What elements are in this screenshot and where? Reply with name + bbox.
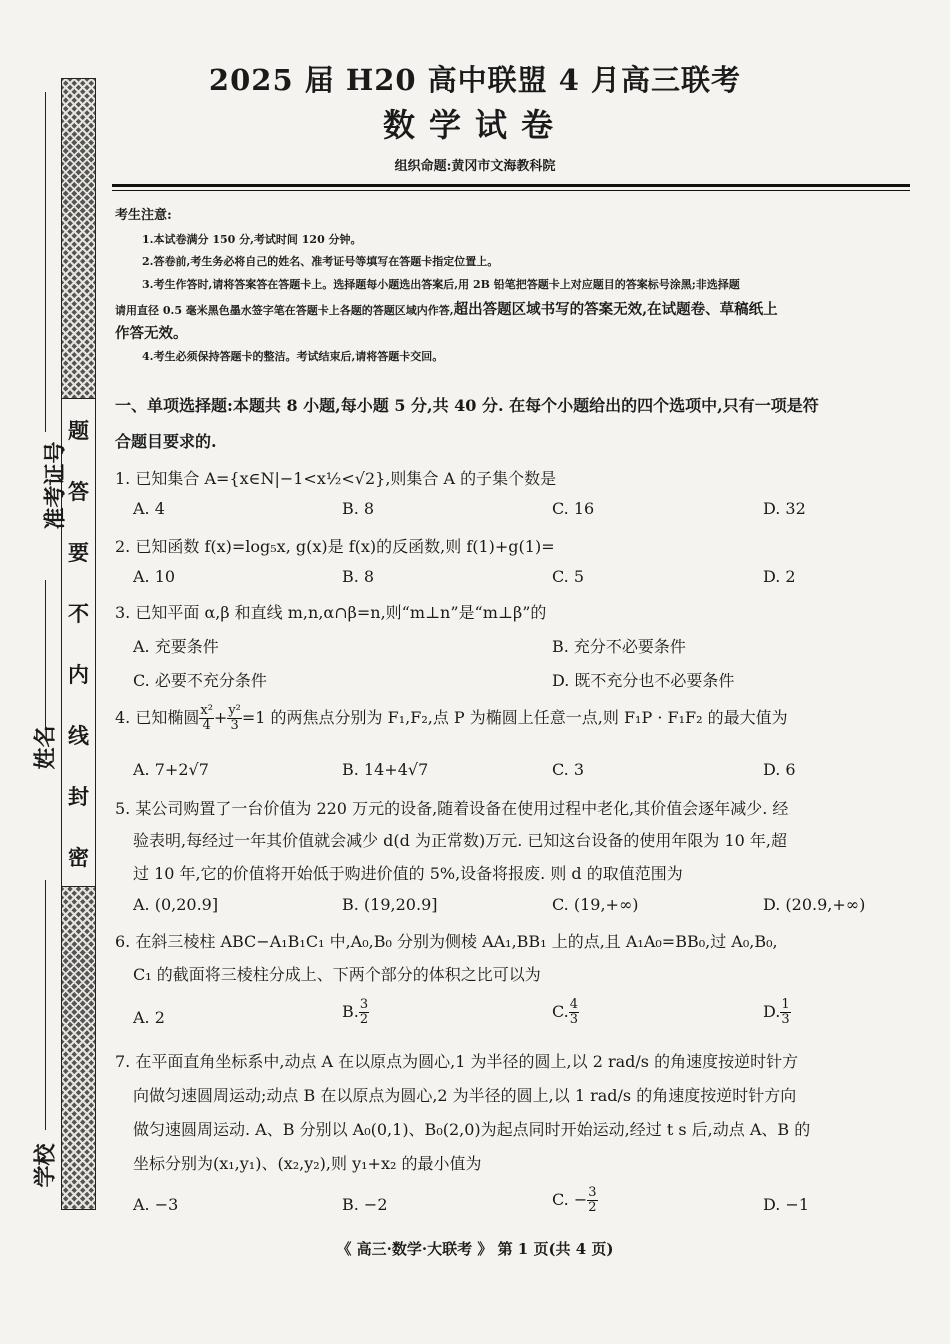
option-a: A. (0,20.9]	[133, 895, 219, 914]
question-3-stem: 3. 已知平面 α,β 和直线 m,n,α∩β=n,则“m⊥n”是“m⊥β”的	[115, 603, 547, 622]
option-b: B. 8	[342, 499, 375, 518]
notice-item: 4.考生必须保持答题卡的整洁。考试结束后,请将答题卡交回。	[142, 350, 444, 363]
question-7-stem: 向做匀速圆周运动;动点 B 在以原点为圆心,2 为半径的圆上,以 1 rad/s 的角速度按逆时针方向	[133, 1086, 797, 1105]
section-heading: 一、单项选择题:本题共 8 小题,每小题 5 分,共 40 分. 在每个小题给出的四个选项中,只有一项是符	[115, 396, 819, 415]
numerator: 3	[359, 997, 369, 1012]
option-b: B. 8	[342, 567, 375, 586]
option-d	[763, 998, 791, 1027]
seal-char: 题	[68, 417, 89, 443]
seal-char: 答	[68, 478, 89, 504]
seal-char: 密	[68, 844, 89, 870]
header-rule-thin	[112, 190, 910, 191]
option-d: D. 2	[763, 567, 796, 586]
organizer-line: 组织命题:黄冈市文海教科院	[394, 159, 556, 174]
seal-char: 内	[68, 661, 89, 687]
option-d: D. 6	[763, 760, 796, 779]
numerator: y²	[228, 703, 241, 718]
fraction	[359, 998, 369, 1027]
option-d: D. 32	[763, 499, 806, 518]
name-underline	[45, 580, 46, 730]
denominator: 3	[569, 1012, 579, 1027]
notice-item: 作答无效。	[115, 325, 188, 342]
question-6-stem: C₁ 的截面将三棱柱分成上、下两个部分的体积之比可以为	[133, 965, 541, 984]
question-5-stem: 过 10 年,它的价值将开始低于购进价值的 5%,设备将报废. 则 d 的取值范围为	[133, 864, 683, 883]
question-2-stem: 2. 已知函数 f(x)=log₅x, g(x)是 f(x)的反函数,则 f(1)+g(1)=	[115, 537, 555, 556]
binding-hatch-bottom	[61, 886, 96, 1210]
numerator: 3	[588, 1185, 597, 1200]
denominator: 2	[359, 1012, 369, 1027]
option-c: C. 3	[552, 760, 585, 779]
question-5-stem: 5. 某公司购置了一台价值为 220 万元的设备,随着设备在使用过程中老化,其价值会逐年减少. 经	[115, 799, 789, 818]
option-c	[552, 998, 579, 1027]
notice-item: 2.答卷前,考生务必将自己的姓名、准考证号等填写在答题卡指定位置上。	[142, 255, 499, 268]
option-prefix: B.	[342, 1002, 359, 1021]
option-c: C. 16	[552, 499, 595, 518]
option-c: C. 必要不充分条件	[133, 671, 267, 690]
numerator: 4	[569, 997, 579, 1012]
subject-title: 数学试卷	[382, 106, 567, 144]
option-b: B. 充分不必要条件	[552, 637, 686, 656]
denominator: 2	[588, 1200, 597, 1215]
school-label: 学校	[32, 1143, 59, 1188]
section-heading-cont: 合题目要求的.	[115, 432, 217, 451]
option-a: A. −3	[133, 1195, 179, 1214]
notice-item: 1.本试卷满分 150 分,考试时间 120 分钟。	[142, 233, 362, 246]
option-prefix: C.	[552, 1002, 569, 1021]
denominator: 3	[781, 1012, 790, 1027]
fraction	[227, 704, 242, 733]
notice-item-part: 请用直径 0.5 毫米黑色墨水签字笔在答题卡上各题的答题区域内作答,	[115, 304, 454, 317]
school-underline	[45, 880, 46, 1130]
fraction	[587, 1186, 597, 1215]
notice-heading: 考生注意:	[115, 208, 172, 223]
question-5-stem: 验表明,每经过一年其价值就会减少 d(d 为正常数)万元. 已知这台设备的使用年限为 10 年,超	[133, 831, 788, 850]
fraction	[780, 998, 790, 1027]
option-a: A. 2	[133, 1008, 165, 1027]
option-d: D. 既不充分也不必要条件	[552, 671, 735, 690]
option-c: C. 5	[552, 567, 585, 586]
page-footer: 《 高三·数学·大联考 》 第 1 页(共 4 页)	[336, 1240, 614, 1258]
option-d: D. −1	[763, 1195, 810, 1214]
question-7-stem: 7. 在平面直角坐标系中,动点 A 在以原点为圆心,1 为半径的圆上,以 2 rad/s 的角速度按逆时针方	[115, 1052, 799, 1071]
option-c	[552, 1186, 598, 1215]
fraction	[199, 704, 214, 733]
notice-item: 3.考生作答时,请将答案答在答题卡上。选择题每小题选出答案后,用 2B 铅笔把答题卡上对应题目的答案标号涂黑;非选择题	[142, 278, 740, 291]
plus-sign: +	[213, 708, 228, 727]
numerator: 1	[781, 997, 790, 1012]
option-b: B. −2	[342, 1195, 388, 1214]
exam-title: 2025 届 H20 高中联盟 4 月高三联考	[208, 63, 742, 97]
seal-char: 线	[68, 722, 89, 748]
option-a: A. 10	[133, 567, 176, 586]
question-4-stem	[115, 704, 788, 733]
seal-char: 要	[68, 539, 89, 565]
notice-item-part: 超出答题区域书写的答案无效,在试题卷、草稿纸上	[453, 301, 778, 318]
seal-char: 封	[68, 783, 89, 809]
option-b	[342, 998, 369, 1027]
seal-char: 不	[68, 600, 89, 626]
option-b: B. 14+4√7	[342, 760, 429, 779]
fraction	[569, 998, 579, 1027]
denominator: 3	[230, 718, 239, 733]
q4-stem-post: =1 的两焦点分别为 F₁,F₂,点 P 为椭圆上任意一点,则 F₁P · F₁F₂ 的最大值为	[241, 708, 788, 727]
option-a: A. 7+2√7	[133, 760, 209, 779]
numerator: x²	[200, 703, 213, 718]
header-rule-thick	[112, 184, 910, 187]
option-d: D. (20.9,+∞)	[763, 895, 866, 914]
denominator: 4	[202, 718, 211, 733]
option-prefix: D.	[763, 1002, 781, 1021]
option-a: A. 充要条件	[133, 637, 219, 656]
name-label: 姓名	[32, 725, 59, 770]
notice-item	[115, 298, 778, 319]
exam-id-label: 准考证号	[42, 441, 69, 530]
question-7-stem: 做匀速圆周运动. A、B 分别以 A₀(0,1)、B₀(2,0)为起点同时开始运动,经过 t s 后,动点 A、B 的	[133, 1120, 811, 1139]
option-a: A. 4	[133, 499, 165, 518]
option-c: C. (19,+∞)	[552, 895, 639, 914]
q4-stem-pre: 4. 已知椭圆	[115, 708, 200, 727]
question-1-stem: 1. 已知集合 A={x∈N|−1<x½<√2},则集合 A 的子集个数是	[115, 469, 557, 488]
question-7-stem: 坐标分别为(x₁,y₁)、(x₂,y₂),则 y₁+x₂ 的最小值为	[133, 1154, 482, 1173]
option-b: B. (19,20.9]	[342, 895, 438, 914]
option-prefix: C. −	[552, 1190, 588, 1209]
question-6-stem: 6. 在斜三棱柱 ABC−A₁B₁C₁ 中,A₀,B₀ 分别为侧棱 AA₁,BB₁ 上的点,且 A₁A₀=BB₀,过 A₀,B₀,	[115, 932, 778, 951]
